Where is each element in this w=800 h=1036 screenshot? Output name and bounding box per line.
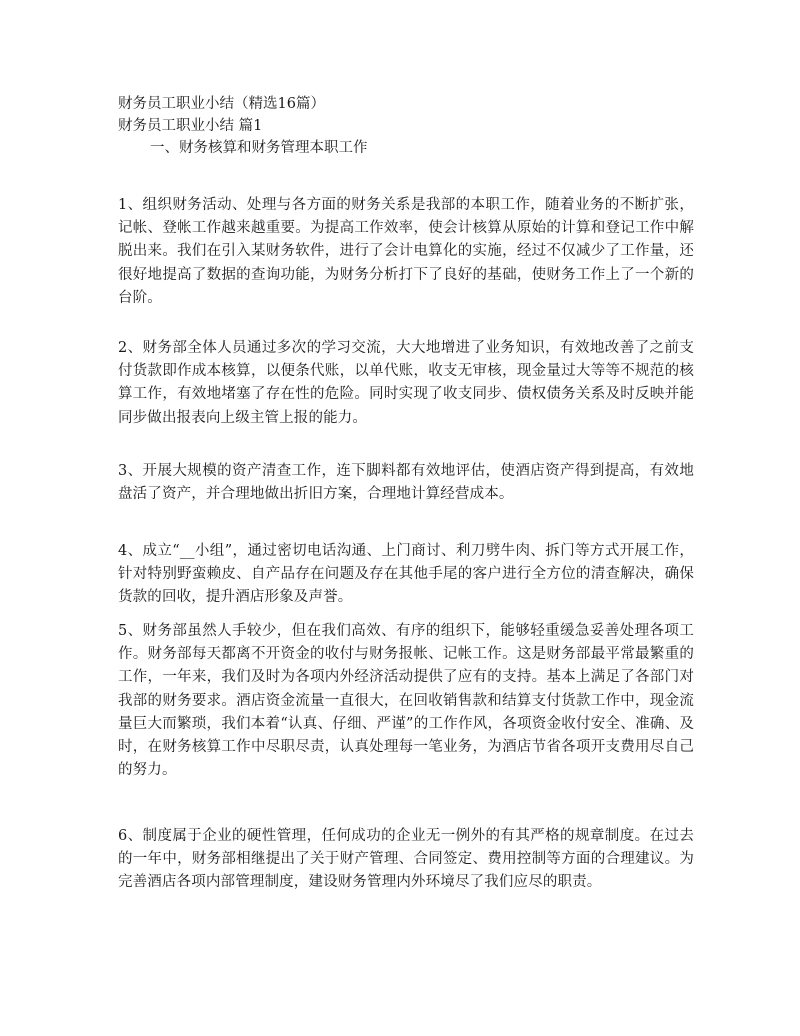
section-heading: 一、财务核算和财务管理本职工作 (150, 140, 368, 156)
document-header (118, 93, 698, 159)
paragraph-5: 5、财务部虽然人手较少，但在我们高效、有序的组织下，能够轻重缓急妥善处理各项工作。财务部每天都离不开资金的收付与财务报帐、记帐工作。这是财务部最平常最繁重的工作，一年来，我们及时为各项内外经济活动提供了应有的支持。基本上满足了各部门对我部的财务要求。酒店资金流量一直很大，在回收销售款和结算支付货款工作中，现金流量巨大而繁琐，我们本着“认真、仔细、严谨”的工作作风，各项资金收付安全、准确、及时，在财务核算工作中尽职尽责，认真处理每一笔业务，为酒店节省各项开支费用尽自己的努力。 (118, 623, 694, 779)
paragraph-2: 2、财务部全体人员通过多次的学习交流，大大地增进了业务知识，有效地改善了之前支付货款即作成本核算，以便条代账，以单代账，收支无审核，现金量过大等等不规范的核算工作，有效地堵塞了存在性的危险。同时实现了收支同步、债权债务关系及时反映并能同步做出报表向上级主管上报的能力。 (118, 340, 694, 426)
paragraph-6: 6、制度属于企业的硬性管理，任何成功的企业无一例外的有其严格的规章制度。在过去的一年中，财务部相继提出了关于财产管理、合同签定、费用控制等方面的合理建议。为完善酒店各项内部管理制度，建设财务管理内外环境尽了我们应尽的职责。 (118, 828, 694, 891)
document-subtitle: 财务员工职业小结 篇1 (118, 118, 263, 134)
document-title: 财务员工职业小结（精选16篇） (118, 96, 325, 112)
paragraph-3: 3、开展大规模的资产清查工作，连下脚料都有效地评估，使酒店资产得到提高，有效地盘活了资产，并合理地做出折旧方案，合理地计算经营成本。 (118, 463, 694, 503)
paragraph-1: 1、组织财务活动、处理与各方面的财务关系是我部的本职工作，随着业务的不断扩张，记帐、登帐工作越来越重要。为提高工作效率，使会计核算从原始的计算和登记工作中解脱出来。我们在引入某财务软件，进行了会计电算化的实施，经过不仅减少了工作量，还很好地提高了数据的查询功能，为财务分析打下了良好的基础，使财务工作上了一个新的台阶。 (118, 197, 694, 306)
paragraph-4: 4、成立“__小组”，通过密切电话沟通、上门商讨、利刀劈牛肉、拆门等方式开展工作，针对特别野蛮赖皮、自产品存在问题及存在其他手尾的客户进行全方位的清查解决，确保货款的回收，提升酒店形象及声誉。 (118, 543, 694, 606)
